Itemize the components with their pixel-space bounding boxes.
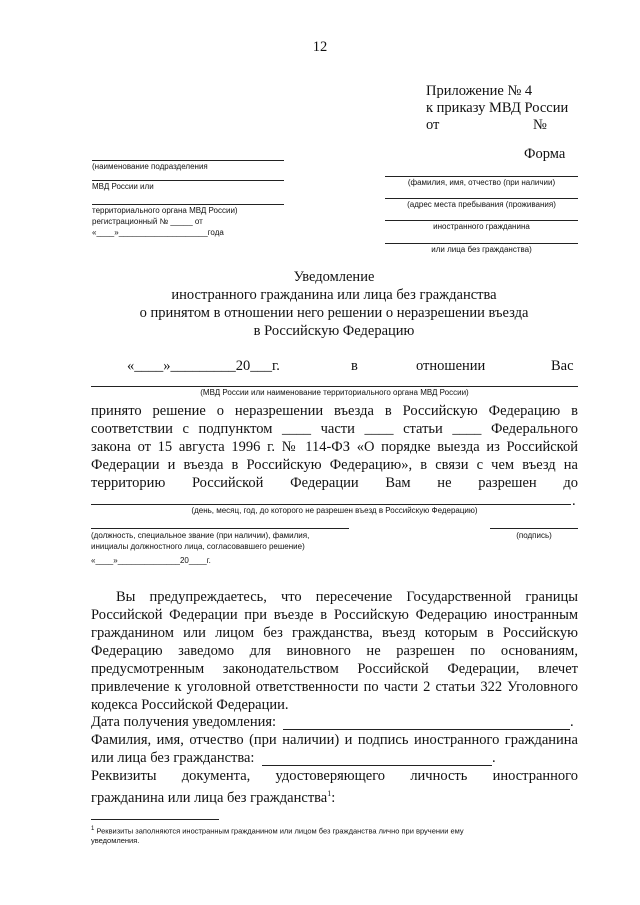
details-line-1: Реквизиты документа, удостоверяющего личность иностранного (91, 768, 578, 784)
warning-line-2: Российской Федерации при въезде в Российскую Федерацию иностранным (91, 607, 578, 623)
warning-line-6: привлечение к уголовной ответственности по части 2 статьи 322 Уголовного (91, 679, 578, 695)
details-colon: : (331, 789, 336, 806)
unit-line (92, 160, 284, 161)
title-line-1: Уведомление (293, 269, 375, 285)
mvd-name-line (91, 386, 578, 387)
foreigner-caption: иностранного гражданина (433, 222, 530, 231)
details-text: гражданина или лица без гражданства (91, 789, 328, 806)
warning-line-1: Вы предупреждаетесь, что пересечение Государственной границы (116, 589, 578, 605)
footnote-mark: 1 (91, 826, 95, 832)
stateless-line (385, 243, 578, 244)
page-number: 12 (312, 39, 328, 55)
word-regard: отношении (416, 358, 486, 374)
unit-caption: (наименование подразделения (92, 162, 208, 171)
until-caption: (день, месяц, год, до которого не разрешен въезд в Российскую Федерацию) (191, 506, 478, 515)
until-period: . (572, 493, 576, 509)
appendix-from: от (426, 117, 440, 133)
foreigner-line (385, 220, 578, 221)
receipt-label: Дата получения уведомления: (91, 714, 277, 730)
footnote-ref: 1 (327, 789, 332, 798)
fio-caption: (фамилия, имя, отчество (при наличии) (407, 178, 556, 187)
registration-number: регистрационный № _____ от (92, 217, 203, 226)
appendix-number: № (533, 117, 547, 133)
address-line (385, 198, 578, 199)
stateless-caption: или лица без гражданства) (431, 245, 532, 254)
title-line-3: о принятом в отношении него решении о неразрешении въезда (139, 305, 529, 321)
notice-date: «____»_________20___г. (127, 358, 280, 374)
registration-date: «____»____________________года (92, 228, 224, 237)
official-caption-2: инициалы должностного лица, согласовавшего решение) (91, 542, 305, 551)
fio-sign-line-1: Фамилия, имя, отчество (при наличии) и подпись иностранного гражданина (91, 732, 578, 748)
address-caption: (адрес места пребывания (проживания) (407, 200, 556, 209)
title-line-2: иностранного гражданина или лица без гражданства (171, 287, 497, 303)
decision-line-1: принято решение о неразрешении въезда в Российскую Федерацию в (91, 403, 578, 419)
receipt-period: . (570, 714, 574, 730)
appendix-order: к приказу МВД России (426, 100, 569, 116)
fio-sign-label: или лица без гражданства: (91, 750, 255, 766)
title-line-4: в Российскую Федерацию (253, 323, 415, 339)
official-date: «____»______________20____г. (91, 556, 211, 565)
fio-sign-line[interactable] (262, 765, 492, 766)
territorial-caption: территориального органа МВД России) (92, 206, 238, 215)
word-in: в (351, 358, 358, 374)
decision-line-3: закона от 15 августа 1996 г. № 114-ФЗ «О порядке выезда из Российской (91, 439, 578, 455)
footnote-separator (91, 819, 219, 820)
fio-sign-period: . (492, 750, 496, 766)
official-line (91, 528, 349, 529)
mvd-or: МВД России или (92, 182, 154, 191)
word-you: Вас (551, 358, 574, 374)
signature-line (490, 528, 578, 529)
territorial-line (92, 204, 284, 205)
signature-caption: (подпись) (516, 531, 552, 540)
mvd-name-caption: (МВД России или наименование территориального органа МВД России) (200, 388, 469, 397)
receipt-line[interactable] (283, 729, 570, 730)
fio-line (385, 176, 578, 177)
appendix-title: Приложение № 4 (426, 83, 533, 99)
until-line (91, 504, 571, 505)
warning-line-5: предусмотренным законодательством Российской Федерации, влечет (91, 661, 578, 677)
decision-line-4: Федерации и въезда в Российскую Федерацию», в связи с чем въезд на (91, 457, 578, 473)
warning-line-7: кодекса Российской Федерации. (91, 697, 289, 713)
decision-line-5: территорию Российской Федерации Вам не разрешен до (91, 475, 578, 491)
footnote-line-1 (91, 825, 581, 836)
mvd-line (92, 180, 284, 181)
official-caption-1: (должность, специальное звание (при наличии), фамилия, (91, 531, 310, 540)
form-label: Форма (524, 146, 566, 162)
decision-line-2: соответствии с подпунктом ____ части ____ статьи ____ Федерального (91, 421, 578, 437)
footnote-line-2: уведомления. (91, 836, 140, 845)
footnote-text-1: Реквизиты заполняются иностранным гражданином или лицом без гражданства лично при вручении ему (96, 826, 464, 836)
warning-line-4: Федерацию заведомо для виновного не разрешен по основаниям, (91, 643, 578, 659)
details-line-2 (91, 785, 335, 807)
warning-line-3: гражданином или лицом без гражданства, въезд которым в Российскую (91, 625, 578, 641)
